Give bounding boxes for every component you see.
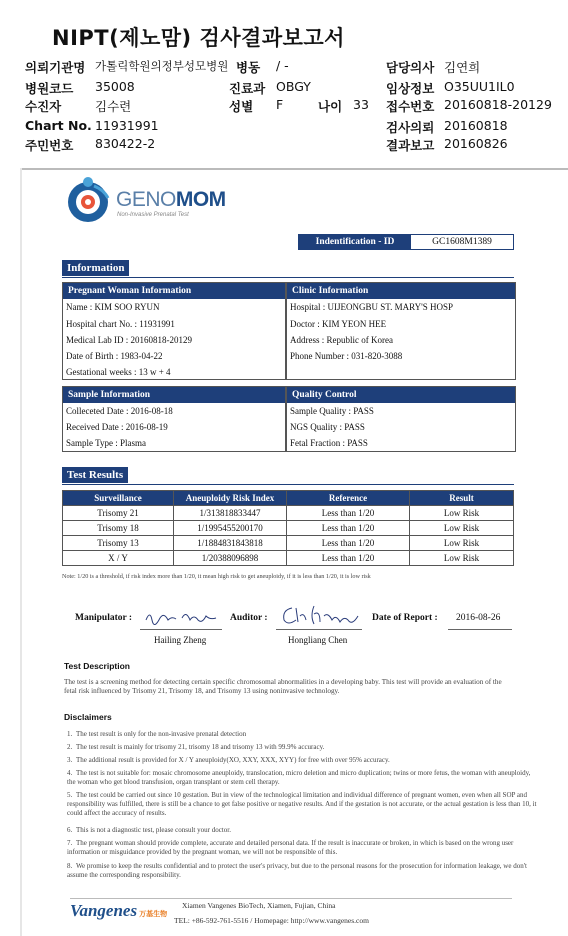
quality-head: Quality Control	[287, 387, 515, 403]
results-section-title: Test Results	[62, 467, 128, 483]
table-row	[63, 551, 514, 566]
report-date-label: 결과보고	[386, 138, 435, 153]
disclaimer-item: 3. The additional result is provided for X / Y aneuploidy(XO, XXY, XXX, XYY) for free with over 95% accuracy.	[67, 756, 390, 764]
brand-geno: GENO	[116, 188, 176, 211]
row-result: Low Risk	[410, 506, 514, 521]
brand-mom: MOM	[175, 188, 226, 211]
col-reference: Reference	[287, 491, 410, 506]
results-table	[62, 490, 514, 566]
disclaimer-item: 1. The test result is only for the non-invasive prenatal detection	[67, 730, 247, 738]
hospital-code-value: 35008	[95, 79, 135, 94]
patient-value: 김수련	[95, 99, 132, 114]
col-result: Result	[410, 491, 514, 506]
row-result: Low Risk	[410, 536, 514, 551]
footer-divider	[70, 898, 512, 899]
quality-ngs: NGS Quality : PASS	[290, 422, 365, 432]
resident-no-value: 830422-2	[95, 136, 156, 151]
identification-box	[298, 234, 514, 250]
auditor-label: Auditor :	[230, 613, 268, 623]
results-divider	[62, 484, 514, 485]
row-surveillance: Trisomy 18	[63, 521, 174, 536]
request-date-label: 검사의뢰	[386, 120, 435, 135]
requesting-org-value: 가톨릭학원의정부성모병원	[95, 59, 229, 73]
manipulator-name: Hailing Zheng	[154, 635, 207, 645]
chart-no-value: 11931991	[95, 118, 159, 133]
disclaimer-item: 4. The test is not suitable for: mosaic chromosome aneuploidy, translocation, micro deletion and micro duplication; twins or more fetus, the woman with aneuploidy, the woman who get blood transfusion, organ transplant or stem cell therapy.	[67, 769, 531, 787]
sample-type: Sample Type : Plasma	[66, 438, 146, 448]
row-reference: Less than 1/20	[287, 551, 410, 566]
disclaimer-item: 8. We promise to keep the results confidential and to protect the user's privacy, but due to the personal reasons for the prosecution for information leakage, we don't assume the corresponding responsibility.	[67, 862, 527, 880]
clinic-hospital: Hospital : UIJEONGBU ST. MARY'S HOSP	[290, 302, 453, 312]
report-date-value: 20160826	[444, 136, 508, 151]
table-row	[63, 521, 514, 536]
auditor-name: Hongliang Chen	[288, 635, 348, 645]
disclaimer-item: 6. This is not a diagnostic test, please consult your doctor.	[67, 826, 231, 834]
pregnant-name: Name : KIM SOO RYUN	[66, 302, 160, 312]
sample-collected: Colleceted Date : 2016-08-18	[66, 406, 173, 416]
row-reference: Less than 1/20	[287, 536, 410, 551]
patient-label: 수진자	[25, 99, 62, 114]
manipulator-line	[140, 629, 222, 630]
dept-label: 진료과	[229, 81, 266, 96]
hospital-code-label: 병원코드	[25, 81, 74, 96]
table-row	[63, 536, 514, 551]
information-divider	[62, 277, 514, 278]
pregnant-woman-head: Pregnant Woman Information	[63, 283, 285, 299]
quality-sample: Sample Quality : PASS	[290, 406, 374, 416]
pregnant-woman-box	[62, 282, 286, 380]
row-result: Low Risk	[410, 551, 514, 566]
age-value: 33	[353, 97, 369, 112]
disclaimer-item: 2. The test result is mainly for trisomy 21, trisomy 18 and trisomy 13 with 99.9% accuracy.	[67, 743, 325, 751]
clinical-info-label: 임상정보	[386, 81, 435, 96]
row-reference: Less than 1/20	[287, 506, 410, 521]
disclaimers-title: Disclaimers	[64, 712, 112, 722]
vangenes-logo	[70, 901, 167, 921]
sample-head: Sample Information	[63, 387, 285, 403]
ward-label: 병동	[236, 60, 261, 75]
quality-box	[286, 386, 516, 452]
footer-contact: TEL: +86-592-761-5516 / Homepage: http://www.vangenes.com	[174, 916, 369, 925]
row-surveillance: Trisomy 13	[63, 536, 174, 551]
description-title: Test Description	[64, 661, 130, 671]
sex-value: F	[276, 97, 284, 112]
row-risk-index: 1/20388096898	[174, 551, 287, 566]
doctor-label: 담당의사	[386, 60, 435, 75]
logo-tagline: Non-Invasive Prenatal Test	[117, 212, 189, 218]
report-date-value-en: 2016-08-26	[456, 613, 501, 623]
genomom-logo-icon	[64, 176, 112, 224]
footer-company: Xiamen Vangenes BioTech, Xiamen, Fujian, China	[182, 901, 336, 910]
resident-no-label: 주민번호	[25, 138, 74, 153]
disclaimer-item: 5. The test could be carried out since 10 gestation. But in view of the technological limitation and individual difference of pregnant women, even when all SOP and responsibility was fulfilled, there is still be a chance to get false positive or negative results. And if the gestation is not accurate, or the actual gestation is less than 10, it could affect the accuracy of results.	[67, 791, 537, 818]
report-sheet	[22, 168, 568, 936]
pregnant-chart: Hospital chart No. : 11931991	[66, 319, 175, 329]
row-reference: Less than 1/20	[287, 521, 410, 536]
row-risk-index: 1/1995455200170	[174, 521, 287, 536]
auditor-line	[276, 629, 362, 630]
identification-value: GC1608M1389	[432, 237, 492, 247]
row-risk-index: 1/313818833447	[174, 506, 287, 521]
clinic-doctor: Doctor : KIM YEON HEE	[290, 319, 387, 329]
request-date-value: 20160818	[444, 118, 508, 133]
vangenes-brand-cn: 万基生物	[139, 910, 168, 918]
pregnant-dob: Date of Birth : 1983-04-22	[66, 351, 163, 361]
description-text: The test is a screening method for detecting certain specific chromosomal abnormalities in a developing baby. This test will provide an evaluation of the fetal risk influenced by Trisomy 21, Trisomy 18, and Trisomy 13 using noninvasive technology.	[64, 678, 502, 696]
manipulator-signature	[142, 606, 220, 628]
row-surveillance: X / Y	[63, 551, 174, 566]
dept-value: OBGY	[276, 79, 311, 94]
disclaimer-item: 7. The pregnant woman should provide complete, accurate and detailed personal data. If the result is inaccurate or broken, in which is based on the wrong user information or misguidance provided by the pregnant woman, we will not be responsible of this.	[67, 839, 514, 857]
pregnant-weeks: Gestational weeks : 13 w + 4	[66, 367, 171, 377]
clinic-address: Address : Republic of Korea	[290, 335, 393, 345]
col-risk-index: Aneuploidy Risk Index	[174, 491, 287, 506]
receipt-no-label: 접수번호	[386, 99, 435, 114]
clinic-head: Clinic Information	[287, 283, 515, 299]
report-date-label-en: Date of Report :	[372, 613, 438, 623]
information-section-title: Information	[62, 260, 129, 276]
age-label: 나이	[318, 99, 343, 114]
receipt-no-value: 20160818-20129	[444, 97, 552, 112]
pregnant-lab-id: Medical Lab ID : 20160818-20129	[66, 335, 192, 345]
clinical-info-value: O35UU1IL0	[444, 79, 515, 94]
chart-no-label: Chart No.	[25, 118, 92, 133]
manipulator-label: Manipulator :	[75, 613, 133, 623]
identification-label: Indentification - ID	[299, 235, 411, 249]
sample-box	[62, 386, 286, 452]
auditor-signature	[278, 600, 364, 630]
row-surveillance: Trisomy 21	[63, 506, 174, 521]
ward-value: / -	[276, 58, 289, 73]
row-result: Low Risk	[410, 521, 514, 536]
col-surveillance: Surveillance	[63, 491, 174, 506]
clinic-box	[286, 282, 516, 380]
results-note: Note: 1/20 is a threshold, if risk index more than 1/20, it mean high risk to get aneuploidy, if it is less than 1/20, it is low risk	[62, 573, 371, 580]
genomom-wordmark	[116, 188, 226, 212]
table-row	[63, 506, 514, 521]
vangenes-brand: Vangenes	[70, 901, 138, 920]
row-risk-index: 1/1884831843818	[174, 536, 287, 551]
results-header-row	[63, 491, 514, 506]
requesting-org-label: 의뢰기관명	[25, 60, 86, 75]
clinic-phone: Phone Number : 031-820-3088	[290, 351, 403, 361]
doctor-value: 김연희	[444, 60, 481, 75]
report-date-line	[448, 629, 512, 630]
quality-fetal-fraction: Fetal Fraction : PASS	[290, 438, 368, 448]
sex-label: 성별	[229, 99, 254, 114]
sample-received: Received Date : 2016-08-19	[66, 422, 168, 432]
report-title: NIPT(제노맘) 검사결과보고서	[52, 26, 345, 50]
